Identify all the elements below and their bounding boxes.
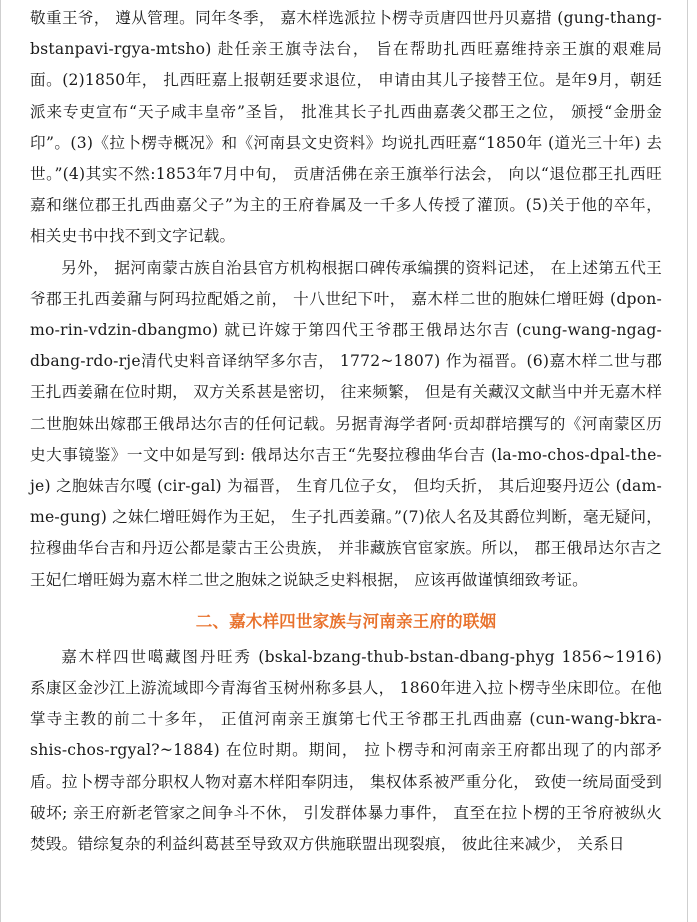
paragraph: 嘉木样四世噶藏图丹旺秀 (bskal-bzang-thub-bstan-dbang-phyg 1856~1916) 系康区金沙江上游流域即今青海省玉树州称多县人， 1860年进入拉卜楞寺坐床即位。在他掌寺主教的前二十多年， 正值河南亲王旗第七代王爷郡王扎西曲嘉 (cun-wang-bkra-shis-chos-rgyal?~1884) 在位时期。期间， 拉卜楞寺和河南亲王府都出现了的内部矛盾。拉卜楞寺部分职权人物对嘉木样阳奉阴违， 集权体系被严重分化， 致使一统局面受到破坏; 亲王府新老管家之间争斗不休， 引发群体暴力事件， 直至在拉卜楞的王爷府被纵火焚毁。错综复杂的利益纠葛甚至导致双方供施联盟出现裂痕， 彼此往来减少， 关系日 xyxy=(30,647,662,854)
paragraph: 另外， 据河南蒙古族自治县官方机构根据口碑传承编撰的资料记述， 在上述第五代王爷郡王扎西姜鼐与阿玛拉配婚之前， 十八世纪下叶， 嘉木样二世的胞妹仁增旺姆 (dpon-mo-rin-vdzin-dbangmo) 就已许嫁于第四代王爷郡王俄昂达尔吉 (cung-wang-ngag-dbang-rdo-rje清代史料音译纳罕多尔吉， 1772~1807) 作为福晋。(6)嘉木样二世与郡王扎西姜鼐在位时期， 双方关系甚是密切， 往来频繁， 但是有关藏汉文献当中并无嘉木样二世胞妹出嫁郡王俄昂达尔吉的任何记载。另据青海学者阿·贡却群培撰写的《河南蒙区历史大事镜鉴》一文中如是写到: 俄昂达尔吉王“先娶拉穆曲华台吉 (la-mo-chos-dpal-the-je) 之胞妹吉尔嘎 (cir-gal) 为福晋， 生育几位子女， 但均夭折， 其后迎娶丹迈公 (dam-me-gung) 之妹仁增旺姆作为王妃， 生子扎西姜鼐。”(7)依人名及其爵位判断，毫无疑问， 拉穆曲华台吉和丹迈公都是蒙古王公贵族， 并非藏族官宦家族。所以， 郡王俄昂达尔吉之王妃仁增旺姆为嘉木样二世之胞妹之说缺乏史料根据， 应该再做谨慎细致考证。 xyxy=(30,258,662,589)
section-heading: 二、嘉木样四世家族与河南亲王府的联姻 xyxy=(195,611,497,631)
article-body xyxy=(30,3,662,860)
paragraph: 敬重王爷， 遵从管理。同年冬季， 嘉木样选派拉卜楞寺贡唐四世丹贝嘉措 (gung-thang-bstanpavi-rgya-mtsho) 赴任亲王旗寺法台， 旨在帮助扎西旺嘉维持亲王旗的艰难局面。(2)1850年， 扎西旺嘉上报朝廷要求退位， 申请由其儿子接替王位。是年9月，朝廷派来专吏宣布“天子咸丰皇帝”圣旨， 批准其长子扎西曲嘉袭父郡王之位， 颁授“金册金印”。(3)《拉卜楞寺概况》和《河南县文史资料》均说扎西旺嘉“1850年 (道光三十年) 去世。”(4)其实不然:1853年7月中旬， 贡唐活佛在亲王旗举行法会， 向以“退位郡王扎西旺嘉和继位郡王扎西曲嘉父子”为主的王府眷属及一千多人传授了灌顶。(5)关于他的卒年， 相关史书中找不到文字记载。 xyxy=(30,9,662,246)
